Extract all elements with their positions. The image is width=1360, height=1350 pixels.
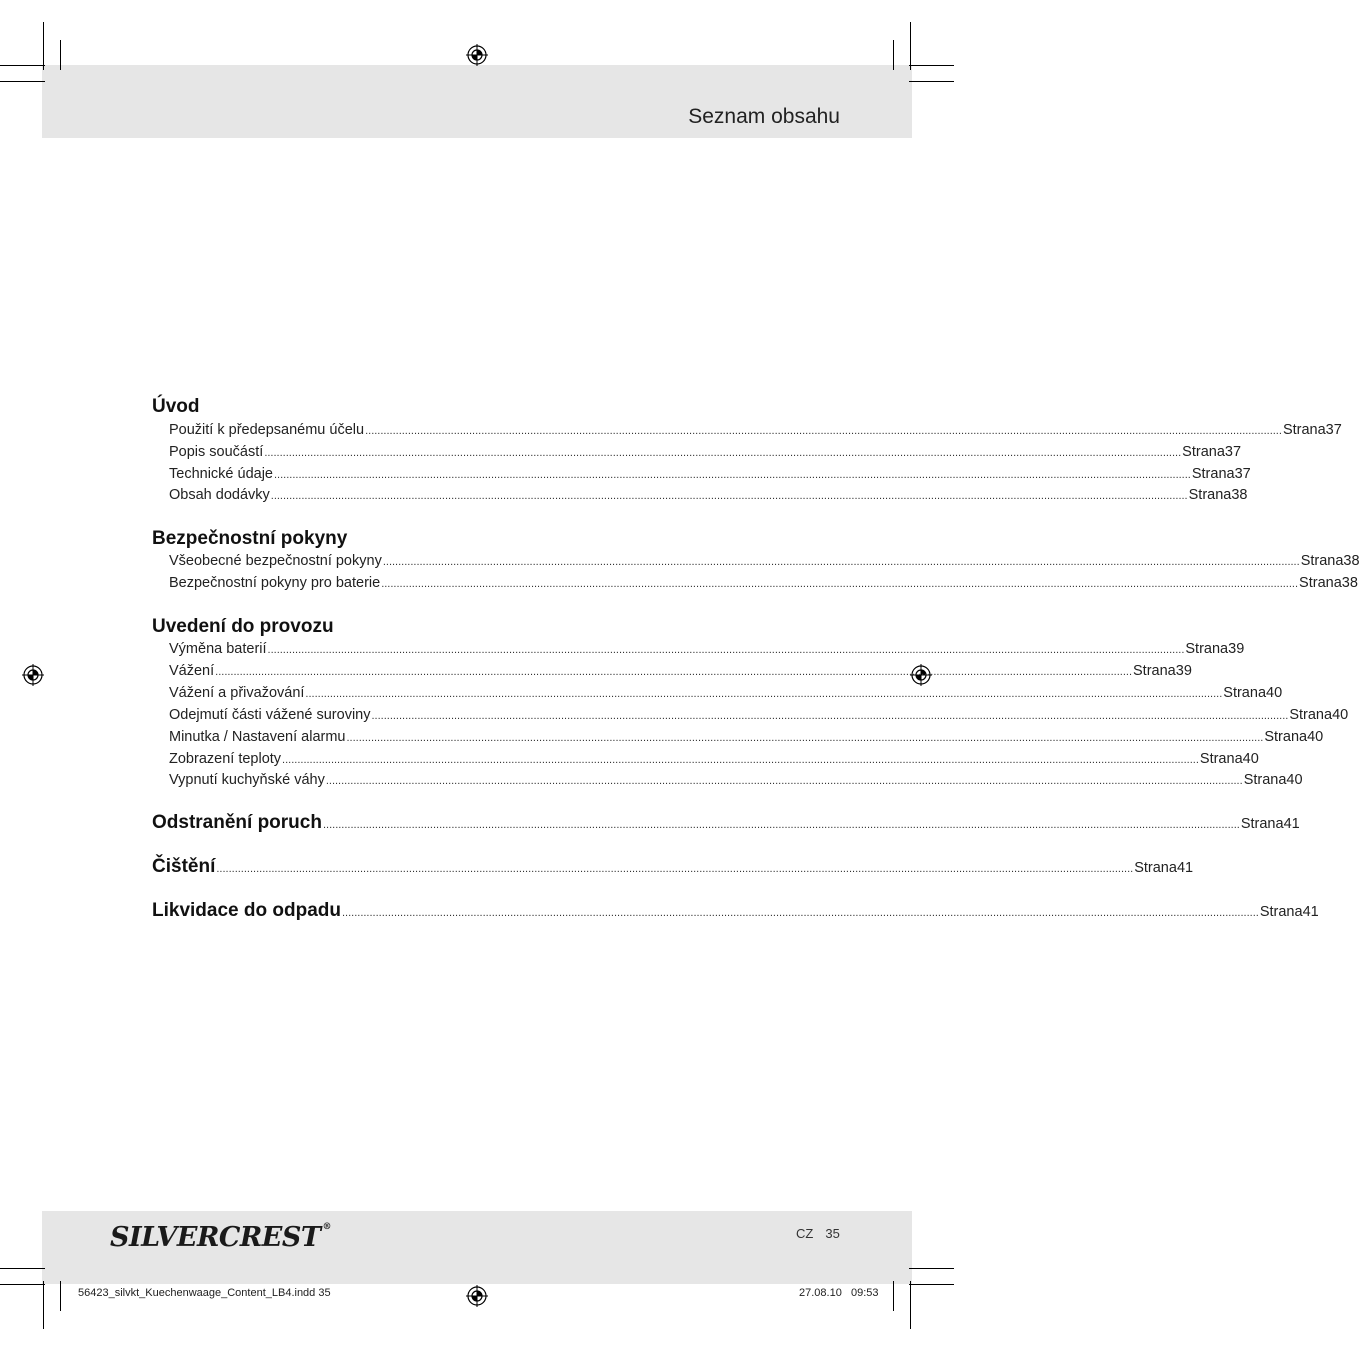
- toc-page-number: 37: [1234, 466, 1251, 482]
- toc-entry[interactable]: [169, 772, 1303, 794]
- slug-time-value: 09:53: [851, 1287, 879, 1299]
- toc-page-number: 40: [1307, 729, 1324, 745]
- crop-mark: [893, 1281, 894, 1311]
- toc-page-word: Strana: [1182, 444, 1225, 460]
- toc-page-word: Strana: [1289, 707, 1333, 723]
- toc-page-word: Strana: [1185, 641, 1229, 657]
- dot-leader: ............................................................................................................................................................................................................................................................................................................: [322, 819, 1240, 831]
- toc-page-number: 39: [1228, 641, 1245, 657]
- crop-mark: [43, 1281, 44, 1329]
- slug-date-value: 27.08.10: [799, 1287, 842, 1299]
- toc-page-number: 38: [1231, 487, 1248, 503]
- toc-page-word: Strana: [1191, 466, 1235, 482]
- toc-page-word: Strana: [1259, 904, 1303, 920]
- silvercrest-logo: [110, 1222, 331, 1253]
- toc-entry[interactable]: [169, 729, 1324, 751]
- toc-page-number: 40: [1332, 707, 1349, 723]
- crop-mark: [0, 1284, 45, 1285]
- toc-main-entry-label: Likvidace do odpadu: [152, 900, 341, 921]
- toc-entry-label: Bezpečnostní pokyny pro baterie: [169, 575, 381, 591]
- toc-entry-label: Vážení a přivažování: [169, 685, 305, 701]
- toc-main-entry-label: Čištění: [152, 856, 216, 877]
- toc-page-word: Strana: [1300, 553, 1344, 569]
- dot-leader: ............................................................................................................................................................................................................................................................................................................: [270, 490, 1188, 502]
- crop-mark: [60, 1281, 61, 1311]
- toc-main-entry-label: Odstranění poruch: [152, 812, 322, 833]
- dot-leader: ............................................................................................................................................................................................................................................................................................................: [346, 732, 1264, 744]
- dot-leader: ............................................................................................................................................................................................................................................................................................................: [215, 666, 1133, 678]
- toc-entry-label: Minutka / Nastavení alarmu: [169, 729, 346, 745]
- toc-page-number: 41: [1283, 816, 1300, 832]
- toc-page-word: Strana: [1243, 772, 1287, 788]
- crop-mark: [0, 65, 45, 66]
- dot-leader: ............................................................................................................................................................................................................................................................................................................: [274, 469, 1191, 481]
- toc-entry[interactable]: [169, 553, 1360, 575]
- toc-entry-label: Použití k předepsanému účelu: [169, 422, 365, 438]
- toc-entry-label: Vážení: [169, 663, 215, 679]
- toc-entry-label: Popis součástí: [169, 444, 264, 460]
- toc-page-number: 39: [1175, 663, 1192, 679]
- dot-leader: ............................................................................................................................................................................................................................................................................................................: [381, 578, 1299, 590]
- slug-date: [799, 1287, 879, 1299]
- toc-entry-label: Vypnutí kuchyňské váhy: [169, 772, 325, 788]
- toc-page-number: 38: [1341, 575, 1358, 591]
- toc-page-number: 41: [1302, 904, 1319, 920]
- dot-leader: ............................................................................................................................................................................................................................................................................................................: [305, 688, 1223, 700]
- toc-entry[interactable]: [169, 751, 1259, 773]
- toc-page-word: Strana: [1223, 685, 1267, 701]
- section-title: Bezpečnostní pokyny: [152, 528, 348, 549]
- toc-page-word: Strana: [1282, 422, 1326, 438]
- dot-leader: ............................................................................................................................................................................................................................................................................................................: [371, 710, 1289, 722]
- crop-mark: [0, 1268, 45, 1269]
- toc-page-word: Strana: [1199, 751, 1243, 767]
- toc-page-word: Strana: [1240, 816, 1284, 832]
- toc-page-number: 41: [1176, 860, 1194, 876]
- toc-entry[interactable]: [169, 487, 1248, 509]
- crop-mark: [909, 1284, 954, 1285]
- toc-page-number: 37: [1224, 444, 1242, 460]
- toc-page-number: 37: [1325, 422, 1342, 438]
- toc-entry-label: Odejmutí části vážené suroviny: [169, 707, 371, 723]
- toc-page-number: 38: [1343, 553, 1360, 569]
- page-title: Seznam obsahu: [688, 105, 840, 128]
- toc-page-number: 40: [1266, 685, 1283, 701]
- dot-leader: ............................................................................................................................................................................................................................................................................................................: [365, 425, 1282, 437]
- toc-entry[interactable]: [169, 663, 1192, 685]
- toc-entry-label: Zobrazení teploty: [169, 751, 282, 767]
- crop-mark: [910, 22, 911, 70]
- toc-main-entry[interactable]: [152, 812, 1300, 838]
- toc-entry[interactable]: [169, 575, 1358, 597]
- registration-mark-icon: [22, 664, 44, 686]
- toc-entry[interactable]: [169, 707, 1349, 729]
- crop-mark: [893, 40, 894, 70]
- crop-mark: [909, 1268, 954, 1269]
- toc-page-word: Strana: [1134, 860, 1177, 876]
- crop-mark: [910, 1281, 911, 1329]
- toc-main-entry[interactable]: [152, 900, 1319, 926]
- toc-entry[interactable]: [169, 444, 1242, 466]
- toc-page-word: Strana: [1299, 575, 1342, 591]
- toc-entry-label: Výměna baterií: [169, 641, 267, 657]
- toc-page-word: Strana: [1264, 729, 1308, 745]
- toc-entry-label: Obsah dodávky: [169, 487, 270, 503]
- dot-leader: ............................................................................................................................................................................................................................................................................................................: [216, 863, 1134, 875]
- toc-entry[interactable]: [169, 685, 1283, 707]
- toc-entry-label: Technické údaje: [169, 466, 273, 482]
- dot-leader: ............................................................................................................................................................................................................................................................................................................: [341, 907, 1259, 919]
- dot-leader: ............................................................................................................................................................................................................................................................................................................: [325, 775, 1243, 787]
- crop-mark: [60, 40, 61, 70]
- toc-page-word: Strana: [1133, 663, 1176, 679]
- page-number-value: 35: [825, 1226, 840, 1241]
- registered-mark: ®: [322, 1222, 331, 1232]
- page-number: [796, 1226, 840, 1241]
- dot-leader: ............................................................................................................................................................................................................................................................................................................: [264, 447, 1182, 459]
- dot-leader: ............................................................................................................................................................................................................................................................................................................: [282, 754, 1199, 766]
- toc-entry[interactable]: [169, 641, 1245, 663]
- toc-page-word: Strana: [1188, 487, 1232, 503]
- toc-page-number: 40: [1286, 772, 1303, 788]
- toc-entry[interactable]: [169, 422, 1342, 444]
- section-title: Úvod: [152, 396, 200, 417]
- language-code: CZ: [796, 1226, 814, 1241]
- toc-main-entry[interactable]: [152, 856, 1194, 882]
- section-title: Uvedení do provozu: [152, 616, 334, 637]
- dot-leader: ............................................................................................................................................................................................................................................................................................................: [382, 556, 1300, 568]
- toc-entry-label: Všeobecné bezpečnostní pokyny: [169, 553, 382, 569]
- toc-page-number: 40: [1242, 751, 1259, 767]
- crop-mark: [909, 65, 954, 66]
- registration-mark-icon: [466, 44, 488, 66]
- crop-mark: [0, 81, 45, 82]
- slug-filename: 56423_silvkt_Kuechenwaage_Content_LB4.indd 35: [78, 1287, 331, 1299]
- dot-leader: ............................................................................................................................................................................................................................................................................................................: [267, 644, 1185, 656]
- crop-mark: [909, 81, 954, 82]
- toc-entry[interactable]: [169, 466, 1251, 488]
- registration-mark-icon: [466, 1285, 488, 1307]
- crop-mark: [43, 22, 44, 70]
- logo-text: SILVERCREST: [110, 1222, 321, 1253]
